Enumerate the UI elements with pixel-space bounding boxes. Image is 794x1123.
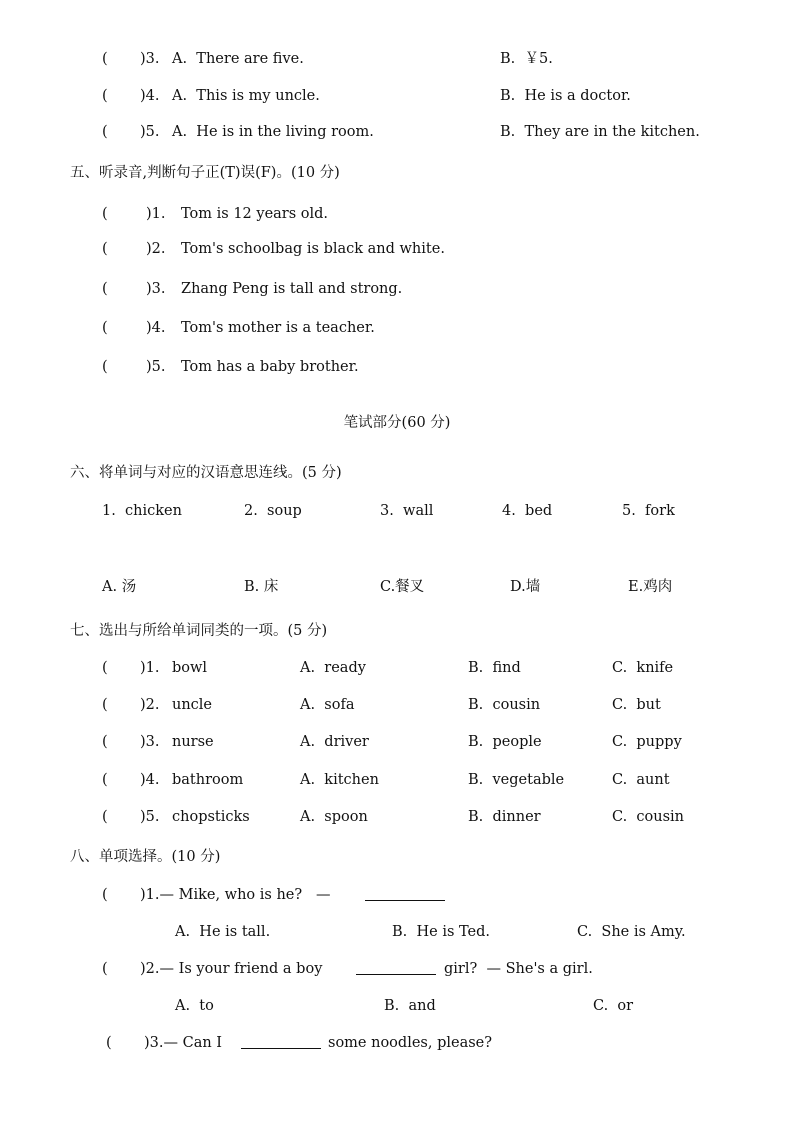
question-number: )4. [140, 772, 160, 788]
answer-paren[interactable]: ( [102, 206, 108, 222]
answer-paren[interactable]: ( [102, 124, 108, 140]
question-number: )4. [146, 320, 166, 336]
statement-text: Tom's mother is a teacher. [181, 320, 375, 336]
section-6-title: 六、将单词与对应的汉语意思连线。(5 分) [70, 465, 342, 481]
option-b: B. find [468, 660, 521, 676]
answer-blank[interactable] [365, 886, 445, 906]
given-word: nurse [172, 734, 214, 750]
section-5-title: 五、听录音,判断句子正(T)误(F)。(10 分) [70, 165, 340, 181]
answer-paren[interactable]: ( [102, 51, 108, 67]
question-number: )1. [146, 206, 166, 222]
match-word[interactable]: 5. fork [622, 503, 675, 519]
option-b: B. cousin [468, 697, 541, 713]
answer-paren[interactable]: ( [102, 660, 108, 676]
match-meaning[interactable]: A. 汤 [102, 579, 137, 595]
statement-text: Tom's schoolbag is black and white. [181, 241, 445, 257]
option-c: C. She is Amy. [577, 924, 686, 940]
question-number: )5. [140, 809, 160, 825]
blank-line[interactable] [241, 1034, 321, 1049]
question-number: )3. [146, 281, 166, 297]
question-number: )1. [140, 660, 160, 676]
option-c: C. puppy [612, 734, 682, 750]
question-number: )3. [140, 51, 160, 67]
match-meaning[interactable]: E.鸡肉 [628, 579, 673, 595]
option-a: A. This is my uncle. [172, 88, 320, 104]
question-stem-rest: girl? — She's a girl. [444, 961, 593, 977]
question-stem: )3.— Can I [144, 1035, 223, 1051]
answer-paren[interactable]: ( [102, 734, 108, 750]
match-word[interactable]: 1. chicken [102, 503, 182, 519]
option-c: C. but [612, 697, 661, 713]
section-8-title: 八、单项选择。(10 分) [70, 849, 221, 865]
question-number: )4. [140, 88, 160, 104]
option-b: B. dinner [468, 809, 541, 825]
given-word: chopsticks [172, 809, 250, 825]
question-number: )2. [146, 241, 166, 257]
given-word: uncle [172, 697, 213, 713]
match-meaning[interactable]: D.墙 [510, 579, 541, 595]
answer-paren[interactable]: ( [102, 241, 108, 257]
answer-paren[interactable]: ( [102, 809, 108, 825]
answer-paren[interactable]: ( [102, 887, 108, 903]
match-meaning[interactable]: B. 床 [244, 579, 279, 595]
answer-paren[interactable]: ( [102, 320, 108, 336]
option-b: B. vegetable [468, 772, 565, 788]
question-number: )5. [140, 124, 160, 140]
option-a: A. to [175, 998, 214, 1014]
question-number: )3. [140, 734, 160, 750]
option-b: B. He is a doctor. [500, 88, 631, 104]
option-c: C. cousin [612, 809, 685, 825]
answer-paren[interactable]: ( [102, 772, 108, 788]
option-a: A. ready [300, 660, 366, 676]
match-word[interactable]: 4. bed [502, 503, 553, 519]
statement-text: Zhang Peng is tall and strong. [181, 281, 403, 297]
answer-paren[interactable]: ( [102, 961, 108, 977]
option-c: C. knife [612, 660, 674, 676]
question-stem: )2.— Is your friend a boy [140, 961, 323, 977]
option-b: B. and [384, 998, 436, 1014]
statement-text: Tom has a baby brother. [181, 359, 359, 375]
option-a: A. kitchen [300, 772, 379, 788]
section-7-title: 七、选出与所给单词同类的一项。(5 分) [70, 623, 328, 639]
question-stem: )1.— Mike, who is he? — [140, 887, 331, 903]
answer-paren[interactable]: ( [102, 88, 108, 104]
option-a: A. spoon [300, 809, 368, 825]
option-c: C. or [593, 998, 634, 1014]
answer-blank[interactable] [241, 1034, 321, 1054]
given-word: bowl [172, 660, 208, 676]
option-a: A. He is tall. [175, 924, 271, 940]
option-a: A. sofa [300, 697, 355, 713]
answer-blank[interactable] [356, 960, 436, 980]
question-number: )5. [146, 359, 166, 375]
answer-paren[interactable]: ( [106, 1035, 112, 1051]
statement-text: Tom is 12 years old. [181, 206, 329, 222]
match-meaning[interactable]: C.餐叉 [380, 579, 425, 595]
blank-line[interactable] [356, 960, 436, 975]
option-a: A. He is in the living room. [172, 124, 374, 140]
option-b: B. He is Ted. [392, 924, 491, 940]
match-word[interactable]: 2. soup [244, 503, 302, 519]
option-c: C. aunt [612, 772, 670, 788]
answer-paren[interactable]: ( [102, 359, 108, 375]
option-b: B. people [468, 734, 542, 750]
answer-paren[interactable]: ( [102, 281, 108, 297]
match-word[interactable]: 3. wall [380, 503, 434, 519]
option-a: A. There are five. [172, 51, 304, 67]
written-part-header: 笔试部分(60 分) [343, 415, 451, 431]
given-word: bathroom [172, 772, 244, 788]
question-stem-rest: some noodles, please? [328, 1035, 493, 1051]
blank-line[interactable] [365, 886, 445, 901]
question-number: )2. [140, 697, 160, 713]
option-b: B. They are in the kitchen. [500, 124, 700, 140]
option-a: A. driver [300, 734, 369, 750]
answer-paren[interactable]: ( [102, 697, 108, 713]
option-b: B. ￥5. [500, 51, 553, 67]
